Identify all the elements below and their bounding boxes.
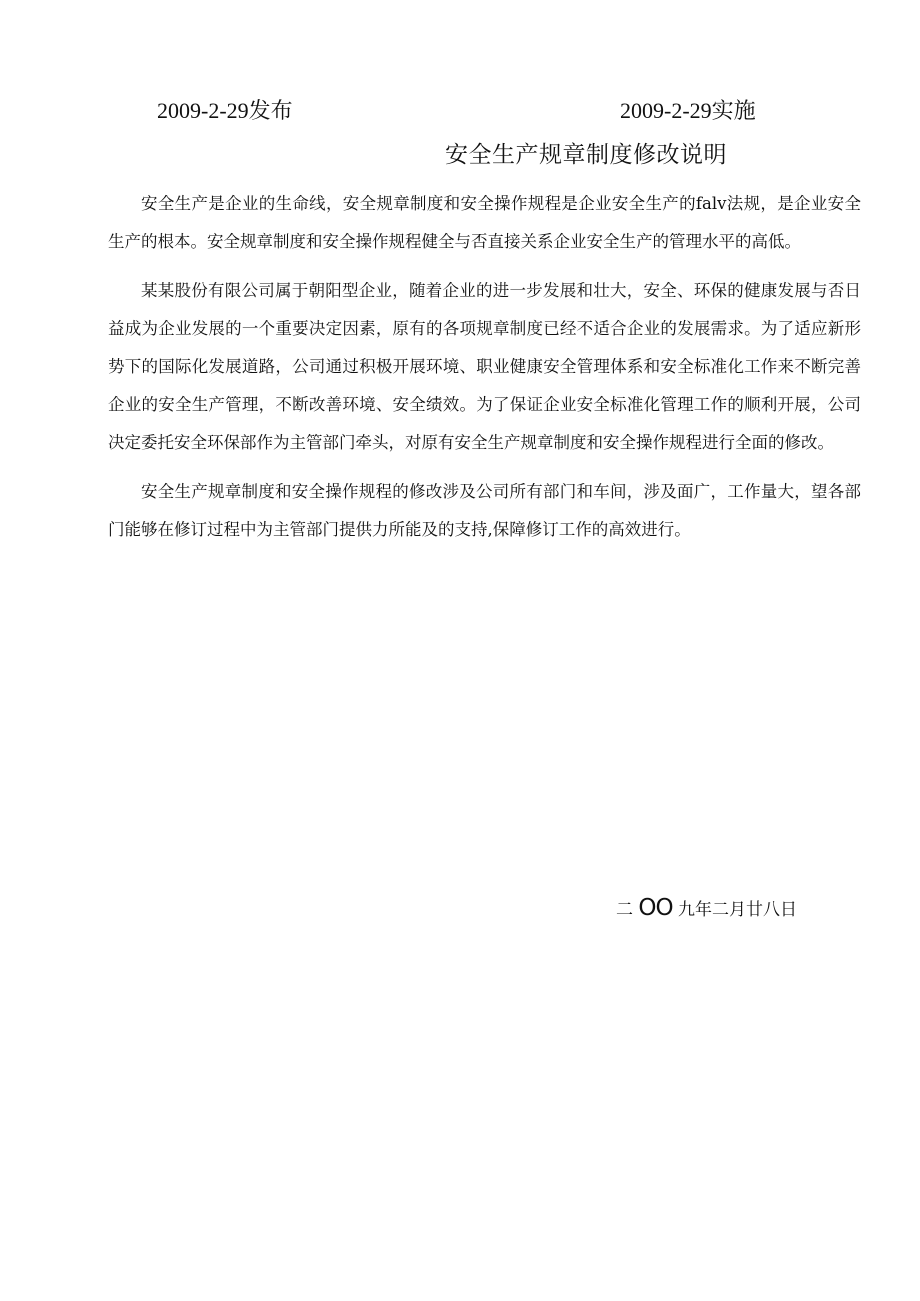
signature-date-prefix: 二 — [616, 900, 633, 920]
document-title: 安全生产规章制度修改说明 — [445, 142, 727, 168]
paragraph-3: 安全生产规章制度和安全操作规程的修改涉及公司所有部门和车间，涉及面广，工作量大，望各部门能够在修订过程中为主管部门提供力所能及的支持,保障修订工作的高效进行。 — [108, 482, 861, 539]
document-body — [108, 185, 861, 560]
signature-date — [616, 894, 797, 924]
signature-date-zeros: OO — [638, 895, 673, 921]
signature-date-suffix: 九年二月廿八日 — [678, 900, 798, 920]
paragraph-2: 某某股份有限公司属于朝阳型企业，随着企业的进一步发展和壮大，安全、环保的健康发展与否日益成为企业发展的一个重要决定因素，原有的各项规章制度已经不适合企业的发展需求。为了适应新形势下的国际化发展道路，公司通过积极开展环境、职业健康安全管理体系和安全标准化工作来不断完善企业的安全生产管理，不断改善环境、安全绩效。为了保证企业安全标准化管理工作的顺利开展，公司决定委托安全环保部作为主管部门牵头，对原有安全生产规章制度和安全操作规程进行全面的修改。 — [108, 281, 861, 452]
publish-date: 2009-2-29发布 — [157, 98, 293, 123]
effective-date: 2009-2-29实施 — [620, 98, 756, 123]
paragraph-1: 安全生产是企业的生命线，安全规章制度和安全操作规程是企业安全生产的falv法规，是企业安全生产的根本。安全规章制度和安全操作规程健全与否直接关系企业安全生产的管理水平的高低。 — [108, 194, 861, 251]
